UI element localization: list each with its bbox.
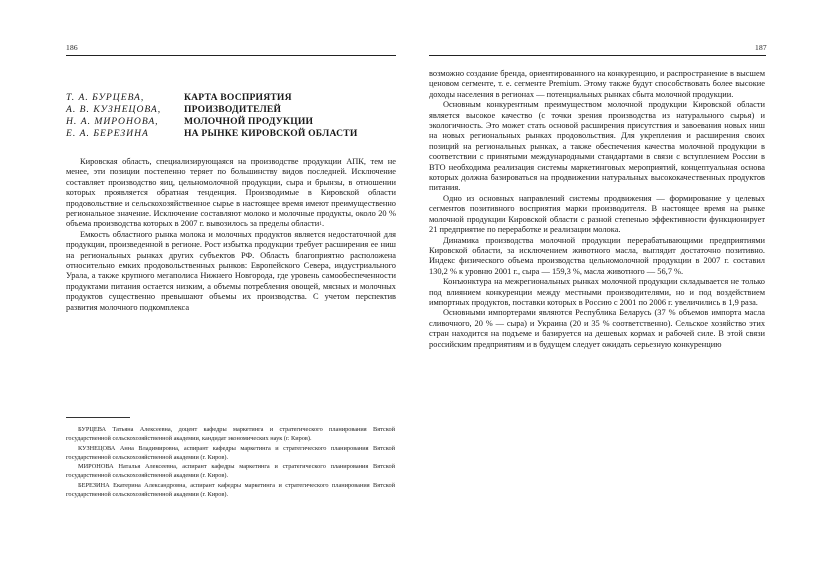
right-page [410,0,820,580]
paragraph-intro [66,157,396,230]
article-title [184,92,399,140]
paragraph-advantage: Основным конкурентным преимуществом молочной продукции Кировской области является высокое качество (с точки зрения производства из натурального сырья) и экологичность. Это может стать основой расширения присутствия и завоевания новых ниш на новых региональных рынках продовольствия. Для укрепления и расширения своих позиций на региональных рынках, а также обеспечения качества молочной продукции в соответствии с принятыми международными стандартами в связи с вступлением России в ВТО необходима реализация системы маркетинговых мероприятий, концептуальная основа которых должна базироваться на продвижении натуральных высококачественных продуктов питания. [429,100,765,193]
paragraph-importers: Основными импортерами являются Республика Беларусь (37 % объемов импорта масла сливочного, 20 % — сыра) и Украина (20 и 35 % соответственно). Сельское хозяйство этих стран находится на подъеме и базируется на дешевых кормах и рабочей силе. В этой связи российским предприятиям и в будущем следует ожидать серьезную конкуренцию [429,308,765,349]
header-rule-right [429,55,766,56]
author-2: А. В. КУЗНЕЦОВА, [66,104,162,115]
footnote-mark[interactable]: 1 [319,221,322,228]
author-1: Т. А. БУРЦЕВА, [66,92,145,103]
author-3: Н. А. МИРОНОВА, [66,116,159,127]
footnote-berezina: БЕРЕЗИНА Екатерина Александровна, аспирант кафедры маркетинга и стратегического планирования Вятской государственной сельскохозяйственной академии (г. Киров). [66,481,395,499]
title-line-4: НА РЫНКЕ КИРОВСКОЙ ОБЛАСТИ [184,128,358,139]
paragraph-continuation: возможно создание бренда, ориентированного на конкуренцию, и распространение в высшем ценовом сегменте, т. е. сегменте Premium. Этому также будут способствовать более высокие доходы населения в регионах — потенциальных рынках сбыта молочной продукции. [429,69,765,99]
title-line-2: ПРОИЗВОДИТЕЛЕЙ [184,104,282,115]
paragraph-market: Емкость областного рынка молока и молочных продуктов является недостаточной для продукции, произведенной в регионе. Рост избытка продукции требует расширения ее ниш на региональных рынках других субъектов РФ. Область благоприятно расположена относительно емких продовольственных рынков: Европейского Севера, индустриального Урала, а также крупного мегаполиса Нижнего Новгорода, где уровень самообеспеченности продуктами питания остается низким, а объемы потребления овощей, мясных и молочных продуктов существенно превышают объемы их производства. С учетом перспектив развития молочного подкомплекса [66,229,396,312]
footnote-rule [66,417,130,418]
header-rule-left [66,55,396,56]
paragraph-intro-text: Кировская область, специализирующаяся на производстве продукции АПК, тем не менее, эти позиции постепенно теряет по большинству видов последней. Исключение составляет производство яиц, цельномолочной продукции, сыра и брынзы, в отношении которых проявляется обратная тенденция. Производимые в Кировской области продовольствие и сельскохозяйственное сырье в настоящее время имеют преимущественно региональное значение. Исключение составляют молоко и молочные продукты, около 20 % объема производства которых в 2007 г. вывозилось за пределы области [66,157,396,229]
left-body-text [66,157,396,313]
paragraph-conjuncture: Конъюнктура на межрегиональных рынках молочной продукции складывается не только под влиянием конкуренции между местными производителями, но и под воздействием импортных продуктов, поставки которых в Россию с 2001 по 2006 г. увеличились в 1,9 раза. [429,277,765,307]
footnote-kuznetsova: КУЗНЕЦОВА Анна Владимировна, аспирант кафедры маркетинга и стратегического планирования Вятской государственной сельскохозяйственной академии (г. Киров). [66,444,395,461]
paragraph-promotion: Одно из основных направлений системы продвижения — формирование у целевых сегментов позитивного восприятия марки производителя. В настоящее время на рынке молочной продукции Кировской области с разной степенью эффективности функционирует 21 предприятие по переработке и реализации молока. [429,193,765,235]
title-line-1: КАРТА ВОСПРИЯТИЯ [184,92,292,103]
footnote-mironova: МИРОНОВА Наталья Алексеевна, аспирант кафедры маркетинга и стратегического планирования Вятской государственной сельскохозяйственной академии (г. Киров). [66,463,395,480]
page-number-right: 187 [755,43,767,52]
article-authors [66,92,176,140]
page-number-left: 186 [66,43,78,52]
paragraph-dynamics: Динамика производства молочной продукции перерабатывающими предприятиями Кировской области, за исключением животного масла, выглядит достаточно позитивно. Индекс физического объема производства цельномолочной продукции в 2007 г. составил 130,2 % к уровню 2001 г., сыра — 159,3 %, масла животного — 56,7 %. [429,235,765,276]
paragraph-intro-end: . [321,219,325,229]
footnote-burtseva: БУРЦЕВА Татьяна Алексеевна, доцент кафедры маркетинга и стратегического планирования Вятской государственной сельскохозяйственной академии, кандидат экономических наук (г. Киров). [66,426,395,443]
author-4: Е. А. БЕРЕЗИНА [66,128,149,139]
title-line-3: МОЛОЧНОЙ ПРОДУКЦИИ [184,116,314,127]
footnotes [66,425,395,499]
right-body-text [429,69,765,350]
